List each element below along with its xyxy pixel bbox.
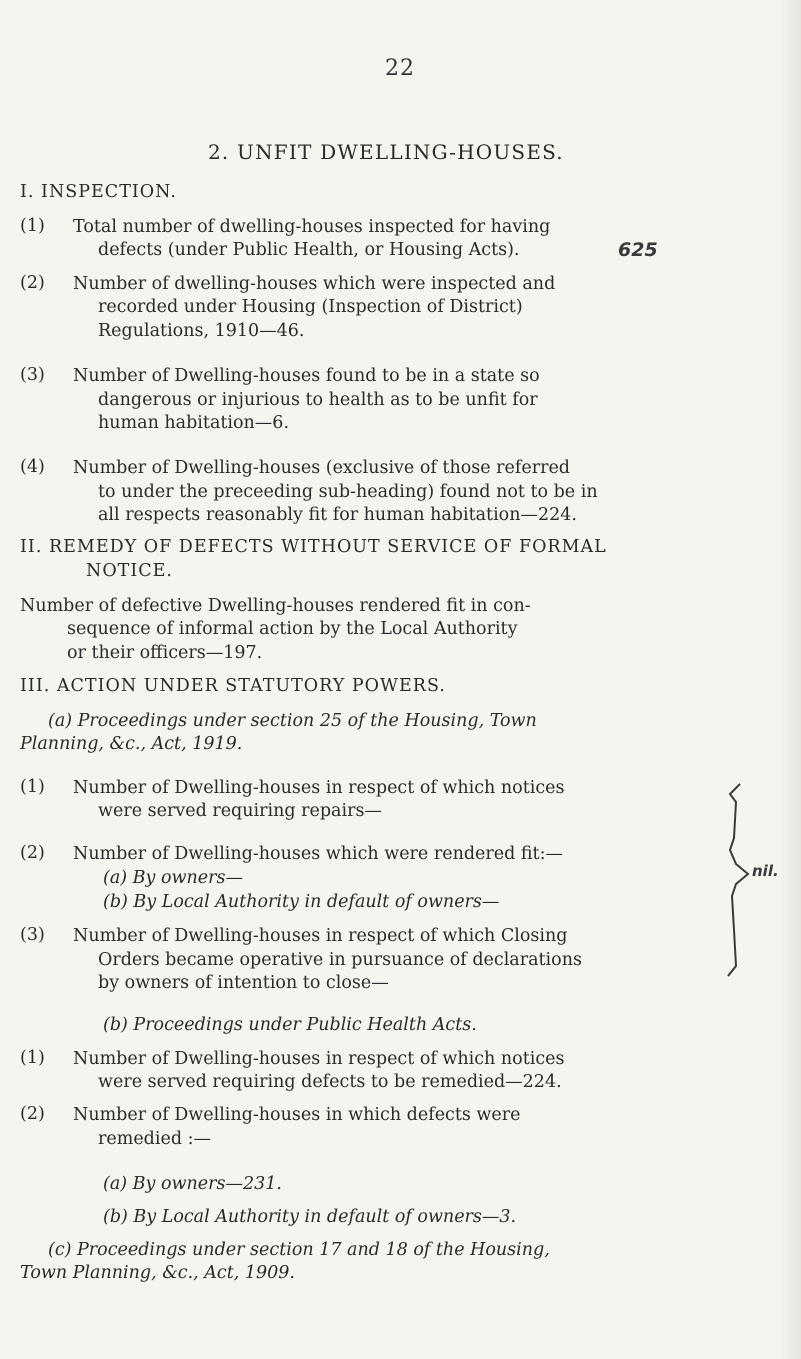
item-a-1-line-1: Number of Dwelling-houses in respect of which notices	[73, 778, 565, 798]
subsection-c-line-2: Town Planning, &c., Act, 1909.	[20, 1263, 295, 1283]
item-a-1-line-2: were served requiring repairs—	[98, 801, 382, 821]
item-a-2-line-3: (b) By Local Authority in default of owners—	[103, 892, 500, 912]
item-1-2-number: (2)	[20, 273, 45, 293]
page-title: 2. UNFIT DWELLING-HOUSES.	[208, 140, 564, 164]
item-b-2-b: (b) By Local Authority in default of owners—3.	[103, 1207, 517, 1227]
subsection-b-heading: (b) Proceedings under Public Health Acts.	[103, 1015, 477, 1035]
item-1-2-line-2: recorded under Housing (Inspection of District)	[98, 297, 523, 317]
item-1-3-line-2: dangerous or injurious to health as to be unfit for	[98, 390, 538, 410]
item-a-3-line-2: Orders became operative in pursuance of declarations	[98, 950, 582, 970]
handwritten-note: nil.	[752, 862, 779, 880]
item-1-2-line-3: Regulations, 1910—46.	[98, 321, 305, 341]
item-a-1-number: (1)	[20, 777, 45, 797]
item-b-2-number: (2)	[20, 1104, 45, 1124]
item-1-4-line-3: all respects reasonably fit for human habitation—224.	[98, 505, 577, 525]
section-2-heading: II. REMEDY OF DEFECTS WITHOUT SERVICE OF FORMAL	[20, 537, 607, 557]
item-b-1-line-1: Number of Dwelling-houses in respect of which notices	[73, 1049, 565, 1069]
handwritten-total: 625	[618, 239, 658, 261]
section-2-para-line-1: Number of defective Dwelling-houses rendered fit in con-	[20, 596, 531, 616]
section-1-heading: I. INSPECTION.	[20, 182, 177, 202]
item-1-2-line-1: Number of dwelling-houses which were inspected and	[73, 274, 556, 294]
item-a-2-number: (2)	[20, 843, 45, 863]
subsection-a-line-1: (a) Proceedings under section 25 of the Housing, Town	[48, 711, 537, 731]
item-b-2-a: (a) By owners—231.	[103, 1174, 282, 1194]
subsection-c-line-1: (c) Proceedings under section 17 and 18 of the Housing,	[48, 1240, 550, 1260]
section-3-heading: III. ACTION UNDER STATUTORY POWERS.	[20, 676, 446, 696]
item-1-3-line-3: human habitation—6.	[98, 413, 290, 433]
handwritten-bracket	[722, 780, 772, 980]
item-a-2-line-2: (a) By owners—	[103, 868, 243, 888]
item-b-1-number: (1)	[20, 1048, 45, 1068]
item-a-2-line-1: Number of Dwelling-houses which were rendered fit:—	[73, 844, 563, 864]
item-b-1-line-2: were served requiring defects to be remedied—224.	[98, 1072, 562, 1092]
item-a-3-line-3: by owners of intention to close—	[98, 973, 389, 993]
section-2-heading-cont: NOTICE.	[86, 561, 173, 581]
item-1-1-line-1: Total number of dwelling-houses inspected for having	[73, 217, 551, 237]
item-a-3-line-1: Number of Dwelling-houses in respect of which Closing	[73, 926, 568, 946]
item-1-4-line-2: to under the preceeding sub-heading) found not to be in	[98, 482, 598, 502]
item-1-1-number: (1)	[20, 216, 45, 236]
subsection-a-line-2: Planning, &c., Act, 1919.	[20, 734, 243, 754]
item-b-2-line-1: Number of Dwelling-houses in which defects were	[73, 1105, 521, 1125]
section-2-para-line-2: sequence of informal action by the Local Authority	[67, 619, 518, 639]
item-a-3-number: (3)	[20, 925, 45, 945]
page-number: 22	[385, 56, 415, 81]
section-2-para-line-3: or their officers—197.	[67, 643, 263, 663]
item-1-4-number: (4)	[20, 457, 45, 477]
item-b-2-line-2: remedied :—	[98, 1129, 211, 1149]
item-1-3-number: (3)	[20, 365, 45, 385]
item-1-1-line-2: defects (under Public Health, or Housing Acts).	[98, 240, 520, 260]
page-edge-shadow	[779, 0, 801, 1359]
item-1-3-line-1: Number of Dwelling-houses found to be in a state so	[73, 366, 540, 386]
item-1-4-line-1: Number of Dwelling-houses (exclusive of those referred	[73, 458, 571, 478]
